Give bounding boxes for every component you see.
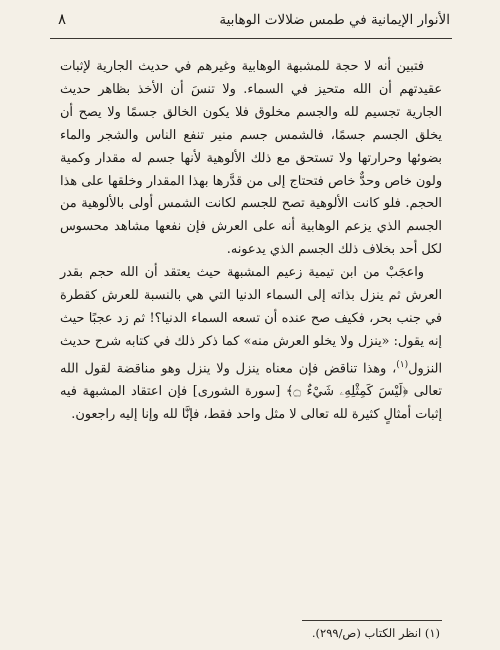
- running-title: الأنوار الإيمانية في طمس ضلالات الوهابية: [219, 12, 450, 28]
- footnote: (١) انظر الكتاب (ص/٢٩٩).: [311, 626, 440, 640]
- footnote-reference[interactable]: (١): [396, 359, 409, 370]
- paragraph-2-part-b: ، وهذا تناقض فإن معناه ينزل ولا ينزل وهو مناقضة لقول الله تعالى ﴿لَيْسَ كَمِثْلِهِۦ شَيْءٌ ۝﴾ [سورة الشورى] فإن اعتقاد المشبهة فيه إثبات أمثالٍ كثيرة لله تعالى لا مثل واحد فقط، فإنَّا لله وإنا إليه راجعون.: [60, 361, 442, 422]
- running-header: [58, 10, 450, 36]
- paragraph-2-part-a: واعجَبْ من ابن تيمية زعيم المشبهة حيث يعتقد أن الله حجم بقدر العرش ثم ينزل بذاته إلى السماء الدنيا التي هي بالنسبة للعرش كقطرة في جنب بحر، فكيف صح عنده أن تسعه السماء الدنيا؟! ثم زد عجبًا حيث إنه يقول: «ينزل ولا يخلو العرش منه» كما ذكر ذلك في كتابه شرح حديث النزول: [60, 265, 443, 377]
- page-number: ٨: [58, 10, 67, 28]
- main-text: [60, 56, 442, 427]
- paragraph-2: [60, 262, 442, 427]
- paragraph-1: فتبين أنه لا حجة للمشبهة الوهابية وغيرهم في حديث الجارية لإثبات عقيدتهم أن الله متحيز في السماء. ولا تنسَ أن الأخذ بظاهر حديث الجارية تجسيم لله والجسم مخلوق فلا يكون الخالق جسمًا ولا يصح أن يخلق الجسم جسمًا، فالشمس جسم منير تنفع الناس والشجر والماء بضوئها وحرارتها ولا تستحق مع ذلك الألوهية لأنها جسم له مقدار وكمية ولون خاص وحدٌّ خاص فتحتاج إلى من قدَّرها بهذا المقدار وخلقها على هذا الحجم. فلو كانت الألوهية تصح للجسم لكانت الشمس أولى بالألوهية من الجسم الذي يزعم الوهابية أنه على العرش فإن نفعها مشاهد محسوس لكل أحد بخلاف ذلك الجسم الذي يدعونه.: [60, 59, 442, 258]
- header-divider: [50, 38, 452, 39]
- footnote-divider: [302, 620, 442, 621]
